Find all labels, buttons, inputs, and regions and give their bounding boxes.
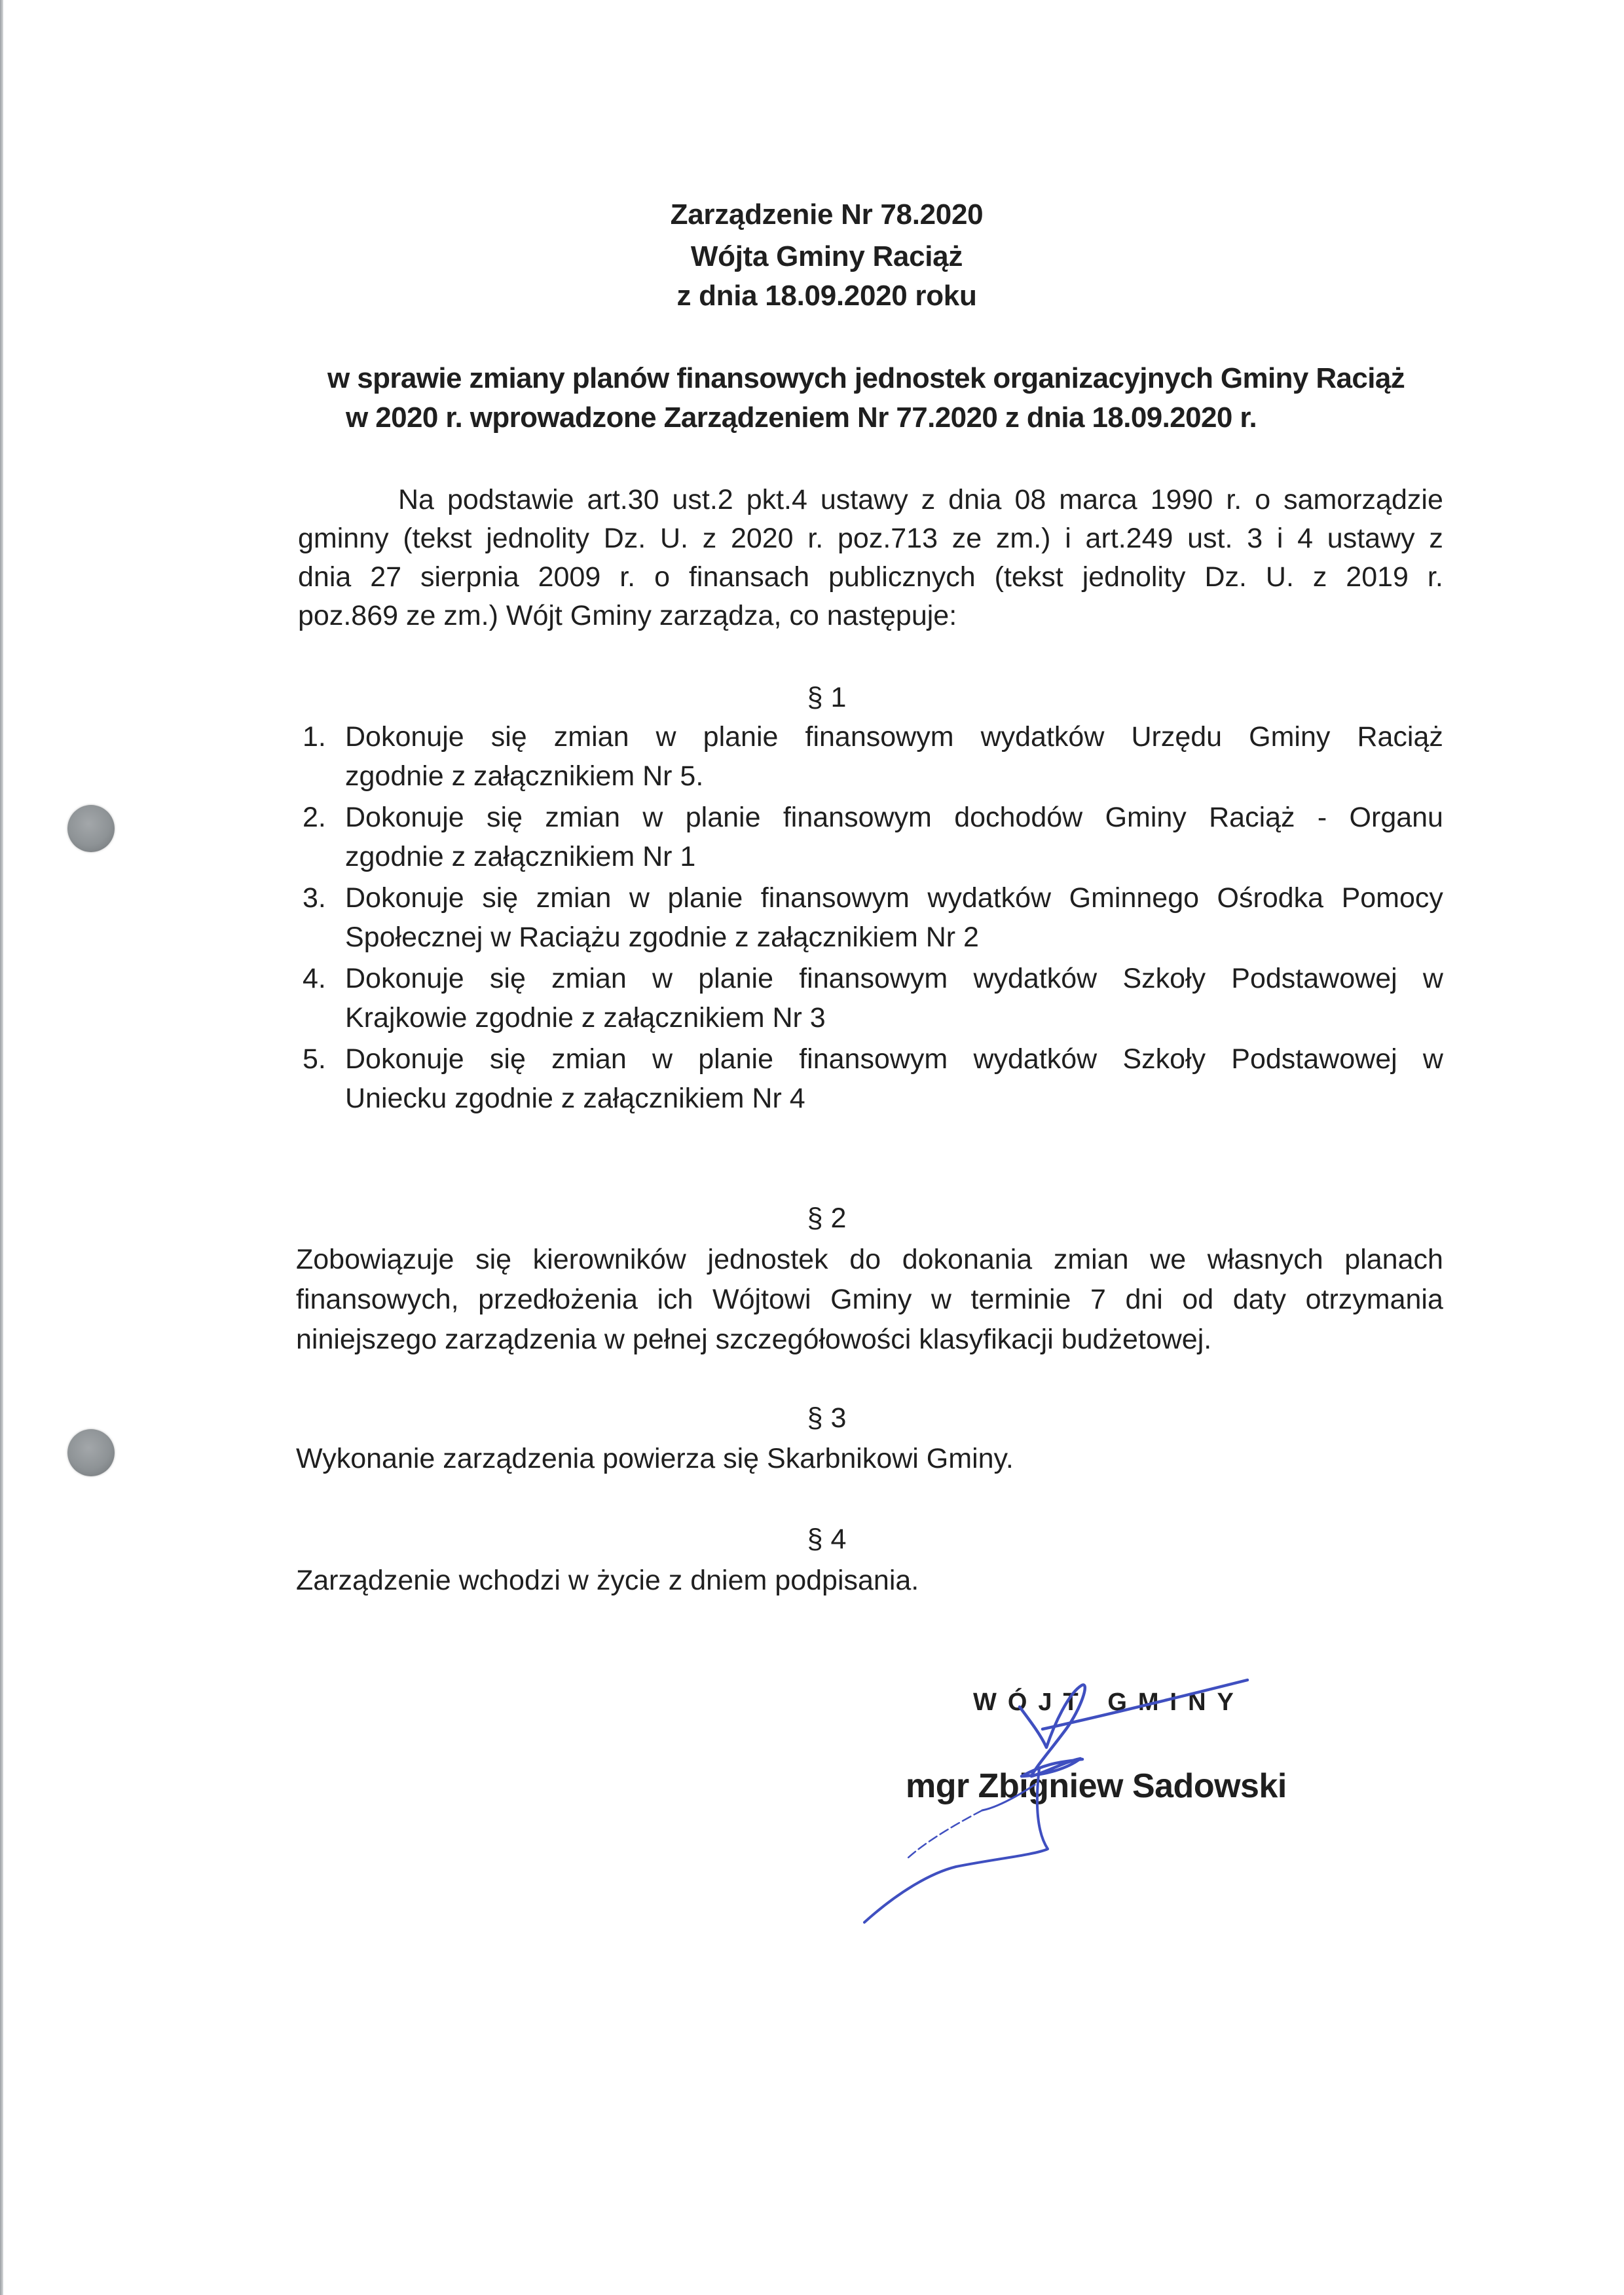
word: zmian: [536, 882, 612, 914]
section-2-line: [296, 1240, 1443, 1279]
word: 27: [370, 561, 402, 593]
word: w: [652, 963, 673, 994]
word: 08: [1014, 484, 1046, 515]
ordinance-number: Zarządzenie Nr 78.2020: [670, 198, 984, 231]
word: Dz.: [1204, 561, 1247, 593]
list-item-line: zgodnie z załącznikiem Nr 1: [345, 841, 696, 872]
preamble-line: [298, 519, 1443, 558]
word: przedłożenia: [478, 1284, 638, 1315]
word: wydatków: [973, 1043, 1098, 1075]
word: jednostek: [707, 1244, 828, 1275]
word: w: [655, 721, 676, 753]
word: Dokonuje: [345, 1043, 464, 1075]
word: w: [642, 802, 663, 833]
word: otrzymania: [1305, 1284, 1443, 1315]
word: Podstawowej: [1231, 963, 1397, 994]
issuer: Wójta Gminy Raciąż: [690, 240, 963, 272]
word: 2019: [1346, 561, 1409, 593]
word: 2020: [730, 523, 794, 554]
subject-line-1: w sprawie zmiany planów finansowych jednostek organizacyjnych Gminy Raciąż: [327, 362, 1405, 394]
word: marca: [1059, 484, 1137, 515]
preamble-line: [298, 557, 1443, 597]
scan-page-edge: [0, 0, 3, 2295]
word: planie: [685, 802, 761, 833]
word: ust.2: [672, 484, 733, 515]
word: dnia: [298, 561, 352, 593]
word: się: [490, 721, 527, 753]
word: planie: [703, 721, 779, 753]
word: wydatków: [973, 963, 1098, 994]
word: Wójtowi: [712, 1284, 811, 1315]
subject-line-2: w 2020 r. wprowadzone Zarządzeniem Nr 77.2020 z dnia 18.09.2020 r.: [346, 401, 1257, 434]
word: ustawy: [820, 484, 908, 515]
word: U.: [659, 523, 688, 554]
section-4-text: Zarządzenie wchodzi w życie z dniem podpisania.: [296, 1565, 919, 1596]
list-item-line: [345, 878, 1443, 918]
punch-hole-top: [67, 805, 115, 852]
preamble-line: [398, 480, 1443, 519]
word: (tekst: [994, 561, 1063, 593]
word: dnia: [948, 484, 1002, 515]
word: zmian: [553, 721, 629, 753]
word: w: [1422, 963, 1443, 994]
word: planie: [667, 882, 743, 914]
word: wydatków: [980, 721, 1105, 753]
signatory-title: WÓJT GMINY: [973, 1689, 1245, 1716]
word: Szkoły: [1122, 963, 1206, 994]
word: Ośrodka: [1217, 882, 1324, 914]
word: od: [1182, 1284, 1214, 1315]
word: 3: [1247, 523, 1263, 554]
word: finansowym: [799, 963, 948, 994]
signatory-name: mgr Zbigniew Sadowski: [906, 1767, 1287, 1805]
word: się: [487, 802, 523, 833]
word: Szkoły: [1122, 1043, 1206, 1075]
word: Raciąż: [1357, 721, 1443, 753]
word: 7: [1090, 1284, 1106, 1315]
word: finansowym: [799, 1043, 948, 1075]
word: o: [654, 561, 670, 593]
list-item-line: [345, 959, 1443, 998]
word: Dokonuje: [345, 721, 464, 753]
section-4-heading: § 4: [807, 1523, 847, 1555]
word: -: [1317, 802, 1327, 833]
word: (tekst: [403, 523, 472, 554]
list-item-number: 1.: [303, 721, 326, 753]
section-3-text: Wykonanie zarządzenia powierza się Skarbnikowi Gminy.: [296, 1443, 1014, 1474]
word: zmian: [545, 802, 621, 833]
word: się: [475, 1244, 512, 1275]
word: finansowych,: [296, 1284, 459, 1315]
word: w: [1422, 1043, 1443, 1075]
list-item-number: 4.: [303, 963, 326, 994]
word: art.249: [1085, 523, 1173, 554]
word: do: [849, 1244, 881, 1275]
list-item-line: [345, 1039, 1443, 1079]
list-item-number: 2.: [303, 802, 326, 833]
word: dochodów: [954, 802, 1083, 833]
word: ustawy: [1327, 523, 1415, 554]
word: r.: [619, 561, 636, 593]
section-3-heading: § 3: [807, 1402, 847, 1434]
word: r.: [1427, 561, 1443, 593]
word: finansowym: [805, 721, 954, 753]
list-item-line: zgodnie z załącznikiem Nr 5.: [345, 760, 704, 792]
word: Gminnego: [1069, 882, 1200, 914]
word: U.: [1265, 561, 1294, 593]
word: dni: [1125, 1284, 1163, 1315]
word: ze: [951, 523, 982, 554]
word: Pomocy: [1341, 882, 1443, 914]
word: jednolity: [1082, 561, 1186, 593]
word: gminny: [298, 523, 389, 554]
word: jednolity: [486, 523, 589, 554]
word: Gminy: [1249, 721, 1331, 753]
word: ich: [657, 1284, 693, 1315]
word: i: [1065, 523, 1071, 554]
list-item-line: Krajkowie zgodnie z załącznikiem Nr 3: [345, 1002, 826, 1034]
word: kierowników: [532, 1244, 686, 1275]
section-2-line: niniejszego zarządzenia w pełnej szczegółowości klasyfikacji budżetowej.: [296, 1324, 1212, 1355]
word: finansowym: [783, 802, 932, 833]
word: z: [702, 523, 717, 554]
word: finansowym: [760, 882, 910, 914]
word: Raciąż: [1209, 802, 1295, 833]
word: we: [1150, 1244, 1187, 1275]
issue-date: z dnia 18.09.2020 roku: [676, 280, 977, 312]
list-item-line: Uniecku zgodnie z załącznikiem Nr 4: [345, 1083, 805, 1114]
section-2-heading: § 2: [807, 1203, 847, 1234]
word: Na: [398, 484, 434, 515]
word: zmian: [551, 1043, 627, 1075]
word: Dokonuje: [345, 963, 464, 994]
word: w: [652, 1043, 673, 1075]
word: Dokonuje: [345, 882, 464, 914]
word: Zobowiązuje: [296, 1244, 454, 1275]
word: zmian: [1053, 1244, 1129, 1275]
word: zmian: [551, 963, 627, 994]
word: Gminy: [830, 1284, 912, 1315]
word: Dokonuje: [345, 802, 464, 833]
word: planie: [698, 1043, 773, 1075]
word: o: [1255, 484, 1271, 515]
word: publicznych: [828, 561, 976, 593]
word: z: [1429, 523, 1443, 554]
word: z: [1312, 561, 1327, 593]
word: się: [489, 1043, 526, 1075]
word: dokonania: [902, 1244, 1033, 1275]
word: własnych: [1207, 1244, 1323, 1275]
word: się: [489, 963, 526, 994]
word: Podstawowej: [1231, 1043, 1397, 1075]
word: planach: [1344, 1244, 1443, 1275]
preamble-line: poz.869 ze zm.) Wójt Gminy zarządza, co następuje:: [298, 600, 957, 631]
word: pkt.4: [746, 484, 807, 515]
word: w: [629, 882, 650, 914]
word: podstawie: [447, 484, 574, 515]
word: 4: [1297, 523, 1314, 554]
list-item-number: 3.: [303, 882, 326, 914]
section-2-line: [296, 1280, 1443, 1319]
section-1-heading: § 1: [807, 682, 847, 713]
list-item-line: [345, 798, 1443, 837]
word: w: [931, 1284, 951, 1315]
word: finansach: [688, 561, 810, 593]
word: art.30: [587, 484, 659, 515]
word: sierpnia: [420, 561, 519, 593]
word: terminie: [970, 1284, 1071, 1315]
word: r.: [1226, 484, 1242, 515]
word: ust.: [1187, 523, 1233, 554]
word: Gminy: [1105, 802, 1187, 833]
word: wydatków: [927, 882, 1052, 914]
word: się: [482, 882, 519, 914]
word: poz.713: [837, 523, 938, 554]
word: z: [921, 484, 936, 515]
list-item-number: 5.: [303, 1043, 326, 1075]
word: Dz.: [603, 523, 646, 554]
word: zm.): [995, 523, 1051, 554]
word: daty: [1232, 1284, 1287, 1315]
word: Organu: [1349, 802, 1443, 833]
word: 1990: [1150, 484, 1213, 515]
list-item-line: Społecznej w Raciążu zgodnie z załącznikiem Nr 2: [345, 922, 979, 953]
word: planie: [698, 963, 773, 994]
word: 2009: [538, 561, 601, 593]
list-item-line: [345, 717, 1443, 756]
word: r.: [807, 523, 824, 554]
word: samorządzie: [1283, 484, 1443, 515]
word: Urzędu: [1131, 721, 1223, 753]
word: i: [1276, 523, 1283, 554]
